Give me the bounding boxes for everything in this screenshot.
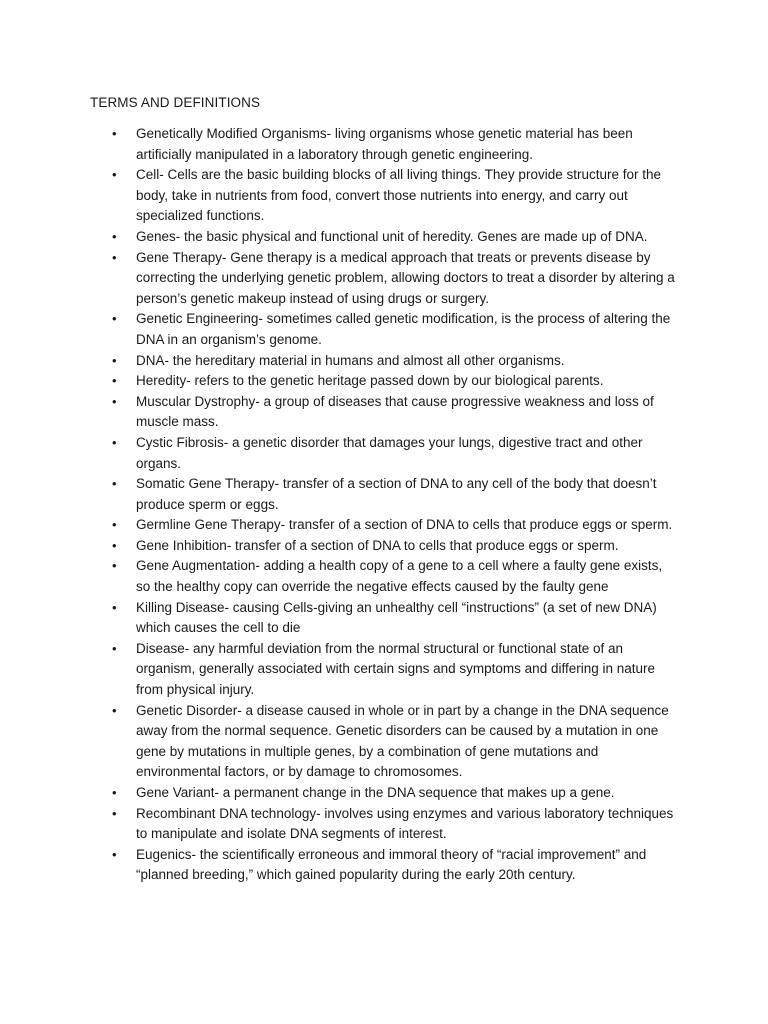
bullet-icon: • (112, 373, 117, 389)
bullet-icon: • (112, 640, 117, 656)
term-text: Gene Augmentation- adding a health copy of a gene to a cell where a faulty gene exists, so the healthy copy can override the negative effects caused by the faulty gene (136, 558, 663, 595)
term-text: Germline Gene Therapy- transfer of a section of DNA to cells that produce eggs or sperm. (136, 517, 673, 533)
list-item-gene-therapy (112, 248, 678, 310)
list-item-genetic-engineering (112, 309, 678, 350)
bullet-icon: • (112, 517, 117, 533)
term-text: Killing Disease- causing Cells-giving an unhealthy cell “instructions” (a set of new DNA) which causes the cell to die (136, 599, 657, 636)
term-text: Genetic Disorder- a disease caused in whole or in part by a change in the DNA sequence away from the normal sequence. Genetic disorders can be caused by a mutation in one gene by mutations in multiple genes, by a combination of gene mutations and environmental factors, or by damage to chromosomes. (136, 702, 669, 780)
bullet-icon: • (112, 393, 117, 409)
term-text: Genetically Modified Organisms- living organisms whose genetic material has been artificially manipulated in a laboratory through genetic engineering. (136, 126, 633, 162)
term-text: Muscular Dystrophy- a group of diseases that cause progressive weakness and loss of muscle mass. (136, 393, 654, 430)
list-item-gene-variant (112, 783, 678, 804)
bullet-icon: • (112, 126, 117, 141)
bullet-icon: • (112, 785, 117, 800)
list-item-dna (112, 351, 678, 372)
list-item-recombinant-dna (112, 804, 678, 845)
term-text: Heredity- refers to the genetic heritage passed down by our biological parents. (136, 373, 604, 389)
term-text: Genetic Engineering- sometimes called genetic modification, is the process of altering the DNA in an organism’s genome. (136, 311, 671, 347)
bullet-icon: • (112, 846, 117, 862)
term-text: Gene Inhibition- transfer of a section of DNA to cells that produce eggs or sperm. (136, 537, 619, 553)
list-item-cell (112, 165, 678, 227)
term-text: Recombinant DNA technology- involves using enzymes and various laboratory techniques to manipulate and isolate DNA segments of interest. (136, 805, 674, 842)
document-heading: TERMS AND DEFINITIONS (90, 95, 261, 110)
list-item-heredity (112, 371, 678, 392)
term-text: DNA- the hereditary material in humans and almost all other organisms. (136, 352, 565, 368)
list-item-cystic-fibrosis (112, 433, 678, 474)
term-text: Gene Therapy- Gene therapy is a medical approach that treats or prevents disease by correcting the underlying genetic problem, allowing doctors to treat a disorder by altering a person’s genetic makeup instead of using drugs or surgery. (136, 249, 675, 306)
bullet-icon: • (112, 537, 117, 553)
bullet-icon: • (112, 558, 117, 574)
list-item-genetic-disorder (112, 701, 678, 783)
list-item-germline-gene-therapy (112, 515, 678, 536)
bullet-icon: • (112, 167, 117, 183)
list-item-somatic-gene-therapy (112, 474, 678, 515)
list-item-eugenics (112, 845, 678, 886)
bullet-icon: • (112, 249, 117, 265)
list-item-gene-augmentation (112, 556, 678, 597)
term-text: Cystic Fibrosis- a genetic disorder that damages your lungs, digestive tract and other organs. (136, 434, 643, 471)
bullet-icon: • (112, 805, 117, 821)
term-text: Genes- the basic physical and functional unit of heredity. Genes are made up of DNA. (136, 228, 648, 244)
bullet-icon: • (112, 434, 117, 450)
list-item-gmo (112, 124, 678, 165)
list-item-genes (112, 227, 678, 248)
list-item-muscular-dystrophy (112, 392, 678, 433)
bullet-icon: • (112, 702, 117, 718)
bullet-icon: • (112, 228, 117, 244)
list-item-disease (112, 639, 678, 701)
term-text: Disease- any harmful deviation from the normal structural or functional state of an organism, generally associated with certain signs and symptoms and differing in nature from physical injury. (136, 640, 656, 698)
term-text: Cell- Cells are the basic building blocks of all living things. They provide structure for the body, take in nutrients from food, convert those nutrients into energy, and carry out specialized functions. (136, 167, 662, 224)
bullet-icon: • (112, 599, 117, 615)
list-item-gene-inhibition (112, 536, 678, 557)
term-text: Gene Variant- a permanent change in the DNA sequence that makes up a gene. (136, 785, 615, 800)
bullet-icon: • (112, 476, 117, 492)
bullet-icon: • (112, 352, 117, 368)
term-text: Eugenics- the scientifically erroneous and immoral theory of “racial improvement” and “planned breeding,” which gained popularity during the early 20th century. (136, 846, 647, 883)
list-item-killing-disease (112, 598, 678, 639)
terms-list (112, 124, 678, 886)
bullet-icon: • (112, 311, 117, 327)
term-text: Somatic Gene Therapy- transfer of a section of DNA to any cell of the body that doesn’t produce sperm or eggs. (136, 476, 657, 512)
